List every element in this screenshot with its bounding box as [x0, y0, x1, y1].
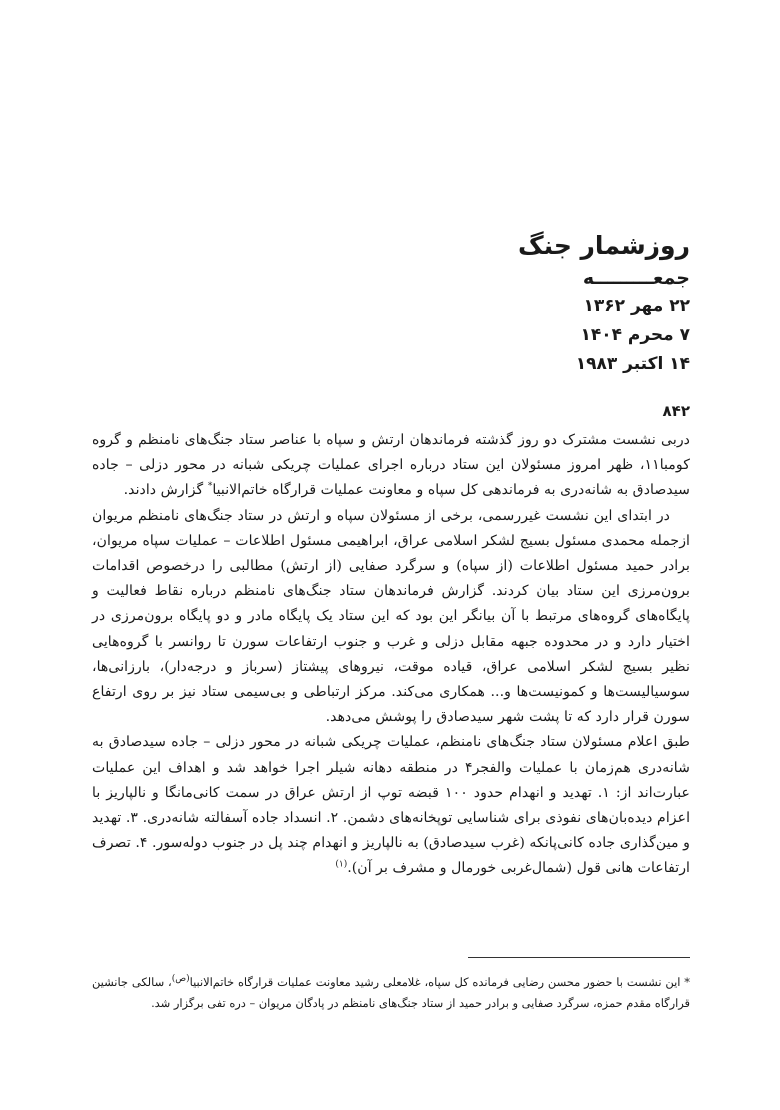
footnote: [92, 972, 690, 1014]
chapter-header: [390, 228, 690, 379]
date-solar: ۲۲ مهر ۱۳۶۲: [583, 296, 690, 316]
date-lunar: ۷ محرم ۱۴۰۴: [580, 325, 690, 345]
footnote-tail: ، سالکی جانشین قرارگاه مقدم حمزه، سرگرد صفایی و برادر حمید از ستاد جنگ‌های نامنظم در پادگان مریوان – دره تفی برگزار شد.: [92, 975, 690, 1010]
chapter-title: روزشمار جنگ: [518, 231, 690, 260]
book-page: [92, 0, 690, 1110]
paragraph-2: [92, 504, 690, 731]
paragraph-1: [92, 428, 690, 504]
paragraph-3-text: طبق اعلام مسئولان ستاد جنگ‌های نامنظم، عملیات چریکی شبانه در محور دزلی – جاده سیدصادق به شانه‌دری هم‌زمان با عملیات والفجر۴ در منطقه دهانه شیلر اجرا خواهد شد و اهداف این عملیات عبارت‌اند از: ۱. تهدید و انهدام حدود ۱۰۰ قبضه توپ از ارتش عراق در سمت کانی‌مانگا و نالپاریز با اعزام دیده‌بان‌های نفوذی برای شناسایی توپخانه‌های دشمن. ۲. انسداد جاده آسفالته شانه‌دری. ۳. تهدید و مین‌گذاری جاده کانی‌پانکه (غرب سیدصادق) به نالپاریز و انهدام چند پل در جنوب دوله‌سور. ۴. تصرف ارتفاعات هانی قول (شمال‌غربی خورمال و مشرف بر آن).: [92, 734, 691, 877]
entry-number: ۸۴۲: [662, 402, 690, 420]
endnote-marker: (۱): [335, 859, 348, 870]
paragraph-1-text: دربی نشست مشترک دو روز گذشته فرماندهان ارتش و سپاه با عناصر ستاد جنگ‌های نامنظم و گروه کومبا۱۱، ظهر امروز مسئولان این ستاد درباره اجرای عملیات چریکی شبانه در محور دزلی – جاده سیدصادق به شانه‌دری به فرماندهی کل سپاه و معاونت عملیات قرارگاه خاتم‌الانبیا: [92, 432, 690, 499]
date-gregorian: ۱۴ اکتبر ۱۹۸۳: [575, 354, 690, 374]
footnote-divider: [468, 957, 690, 958]
paragraph-2-text: در ابتدای این نشست غیررسمی، برخی از مسئولان سپاه و ارتش در ستاد جنگ‌های نامنظم مریوان ازجمله محمدی مسئول بسیج لشکر اسلامی عراق، ابراهیمی مسئول اطلاعات – عملیات سپاه مریوان، برادر حمید مسئول اطلاعات (از سپاه) و سرگرد صفایی (از ارتش) مطالبی را درخصوص اقدامات برون‌مرزی این ستاد بیان کردند. گزارش فرماندهان ستاد جنگ‌های نامنظم درباره نقاط فعالیت و پایگاه‌های گروه‌های مرتبط با آن بیانگر این بود که این ستاد یک پایگاه مادر و دو پایگاه برون‌مرزی در اختیار دارد و در محدوده جبهه مقابل دزلی و غرب و جنوب ارتفاعات سورن تا روانسر با گروه‌هایی نظیر بسیج لشکر اسلامی عراق، قیاده موقت، نیروهای پیشتاز (سرباز و درجه‌دار)، بارزانی‌ها، سوسیالیست‌ها و کمونیست‌ها و... همکاری می‌کند. مرکز ارتباطی و بی‌سیمی ستاد نیز بر روی ارتفاع سورن قرار دارد که تا پشت شهر سیدصادق را پوشش می‌دهد.: [92, 507, 690, 726]
footnote-text: * این نشست با حضور محسن رضایی فرمانده کل سپاه، غلامعلی رشید معاونت عملیات قرارگاه خاتم‌الانبیا: [189, 975, 691, 989]
body-text: [92, 428, 690, 882]
paragraph-3: [92, 730, 690, 881]
weekday: جمعـــــــــه: [582, 267, 690, 289]
footnote-honorific: (ص): [171, 974, 190, 985]
paragraph-1-tail: گزارش دادند.: [123, 482, 208, 499]
footnote-marker: *: [207, 481, 213, 492]
